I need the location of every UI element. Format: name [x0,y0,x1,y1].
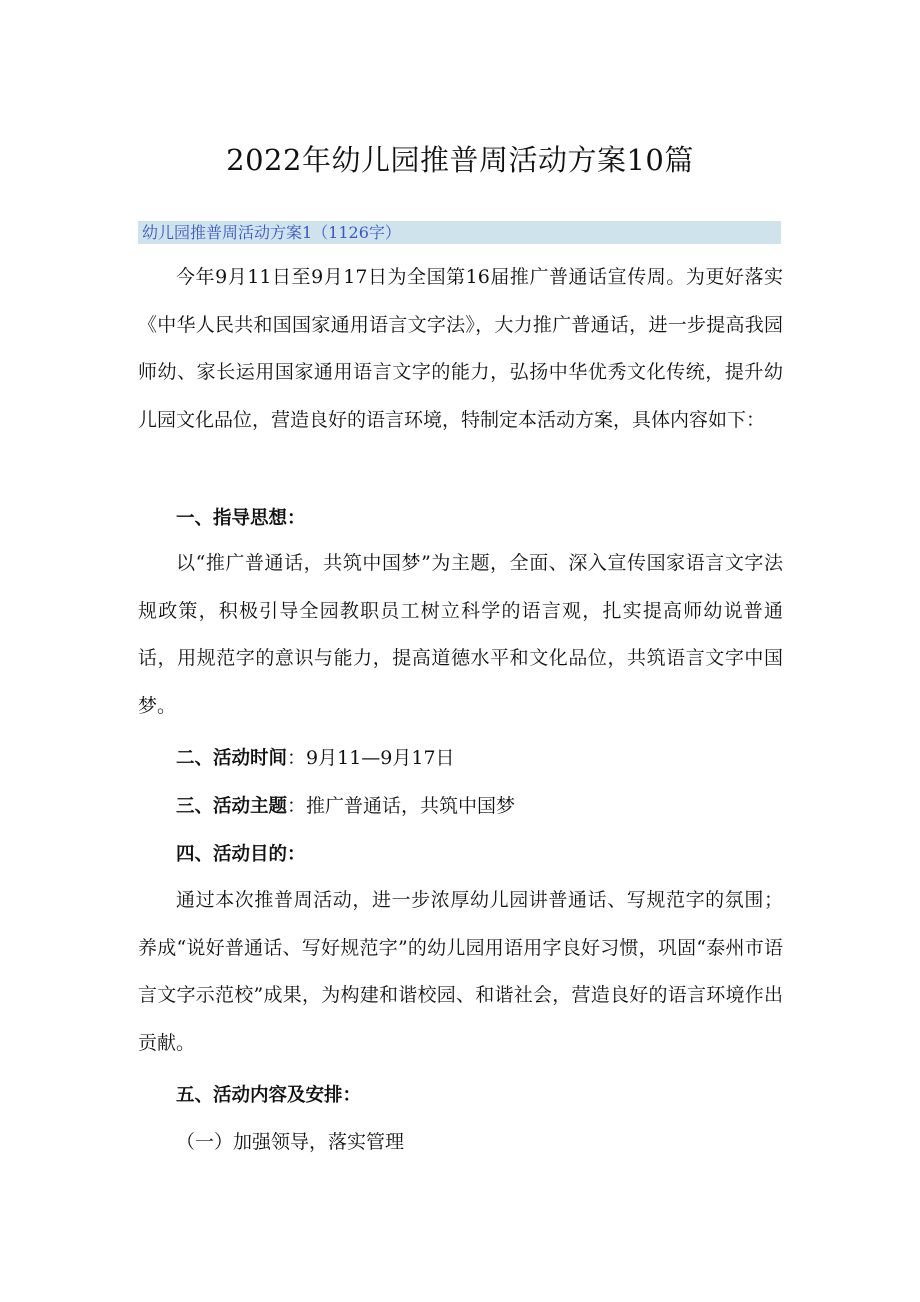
section-1-heading-line [138,503,821,534]
section-1-heading: 一、指导思想： [176,508,306,529]
section-5-sub-1-line [138,1127,821,1157]
section-4-heading: 四、活动目的： [176,844,306,865]
section-2-heading: 二、活动时间 [176,748,288,769]
section-2-value: ：9月11—9月17日 [287,747,455,769]
section-4-heading-line [138,839,821,870]
section-5-heading: 五、活动内容及安排： [176,1085,362,1106]
intro-paragraph-block [138,254,783,444]
section-2-line [138,743,821,774]
toc-link-plan-1[interactable]: 幼儿园推普周活动方案1（1126字） [142,223,401,242]
section-1-body: 以“推广普通话，共筑中国梦”为主题，全面、深入宣传国家语言文字法规政策，积极引导全园教职员工树立科学的语言观，扎实提高师幼说普通话，用规范字的意识与能力，提高道德水平和文化品位，共筑语言文字中国梦。 [138,552,783,717]
section-3-line [138,791,821,822]
section-3-heading: 三、活动主题 [176,796,288,817]
section-4-body: 通过本次推普周活动，进一步浓厚幼儿园讲普通话、写规范字的氛围；养成“说好普通话、写好规范字”的幼儿园用语用字良好习惯，巩固“泰州市语言文字示范校”成果，为构建和谐校园、和谐社会，营造良好的语言环境作出贡献。 [138,889,783,1054]
document-title: 2022年幼儿园推普周活动方案10篇 [226,143,694,177]
section-5-heading-line [138,1080,821,1111]
toc-highlight-bar [138,221,781,244]
section-4-body-block [138,877,783,1067]
intro-paragraph: 今年9月11日至9月17日为全国第16届推广普通话宣传周。为更好落实《中华人民共和国国家通用语言文字法》，大力推广普通话，进一步提高我园师幼、家长运用国家通用语言文字的能力，弘扬中华优秀文化传统，提升幼儿园文化品位，营造良好的语言环境，特制定本活动方案，具体内容如下： [138,266,783,431]
section-1-body-block [138,540,783,730]
section-5-sub-1: （一）加强领导，落实管理 [176,1131,405,1153]
section-3-value: ：推广普通话，共筑中国梦 [287,795,516,817]
